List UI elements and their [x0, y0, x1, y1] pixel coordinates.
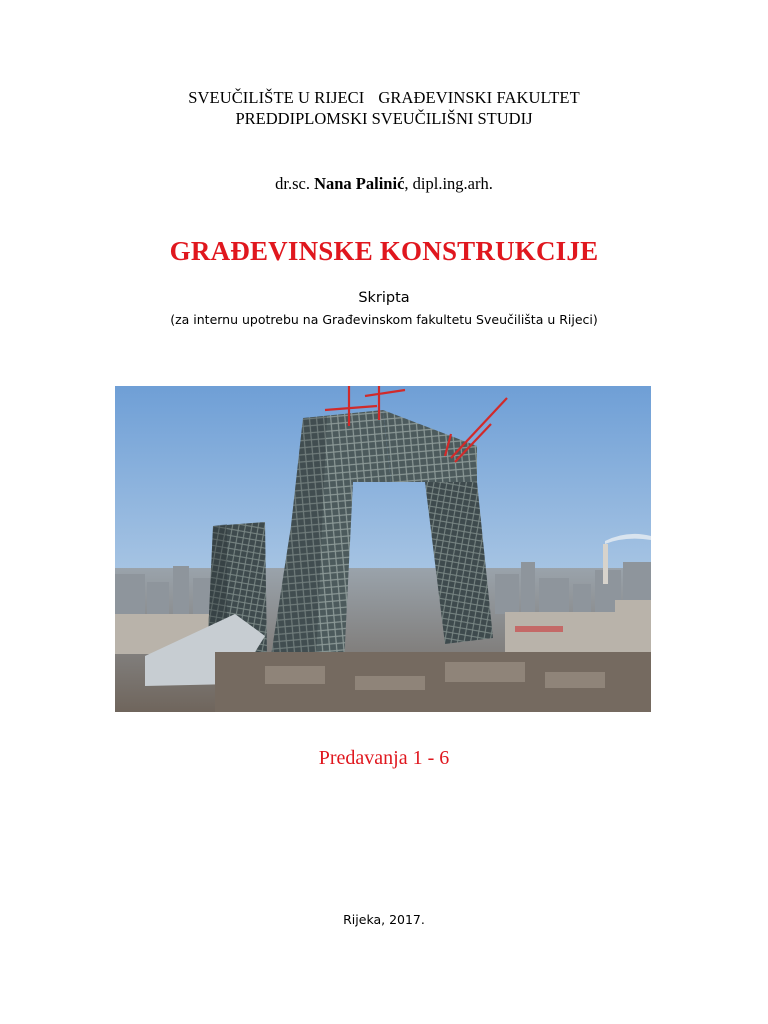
author-line [0, 174, 768, 194]
document-title: GRAĐEVINSKE KONSTRUKCIJE [169, 236, 599, 266]
author-prefix: dr.sc. [275, 174, 310, 193]
study-program: PREDDIPLOMSKI SVEUČILIŠNI STUDIJ [235, 109, 533, 128]
lectures-label: Predavanja 1 - 6 [318, 747, 450, 769]
university-header [0, 88, 768, 108]
document-subtitle: Skripta [358, 290, 410, 306]
university-name: SVEUČILIŠTE U RIJECI [188, 88, 365, 107]
author-name: Nana Palinić [314, 174, 405, 193]
place-date: Rijeka, 2017. [343, 912, 425, 927]
faculty-name: GRAĐEVINSKI FAKULTET [378, 88, 580, 107]
usage-note: (za internu upotrebu na Građevinskom fakultetu Sveučilišta u Rijeci) [170, 312, 598, 327]
cover-photo [115, 386, 651, 712]
author-suffix: , dipl.ing.arh. [404, 174, 493, 193]
